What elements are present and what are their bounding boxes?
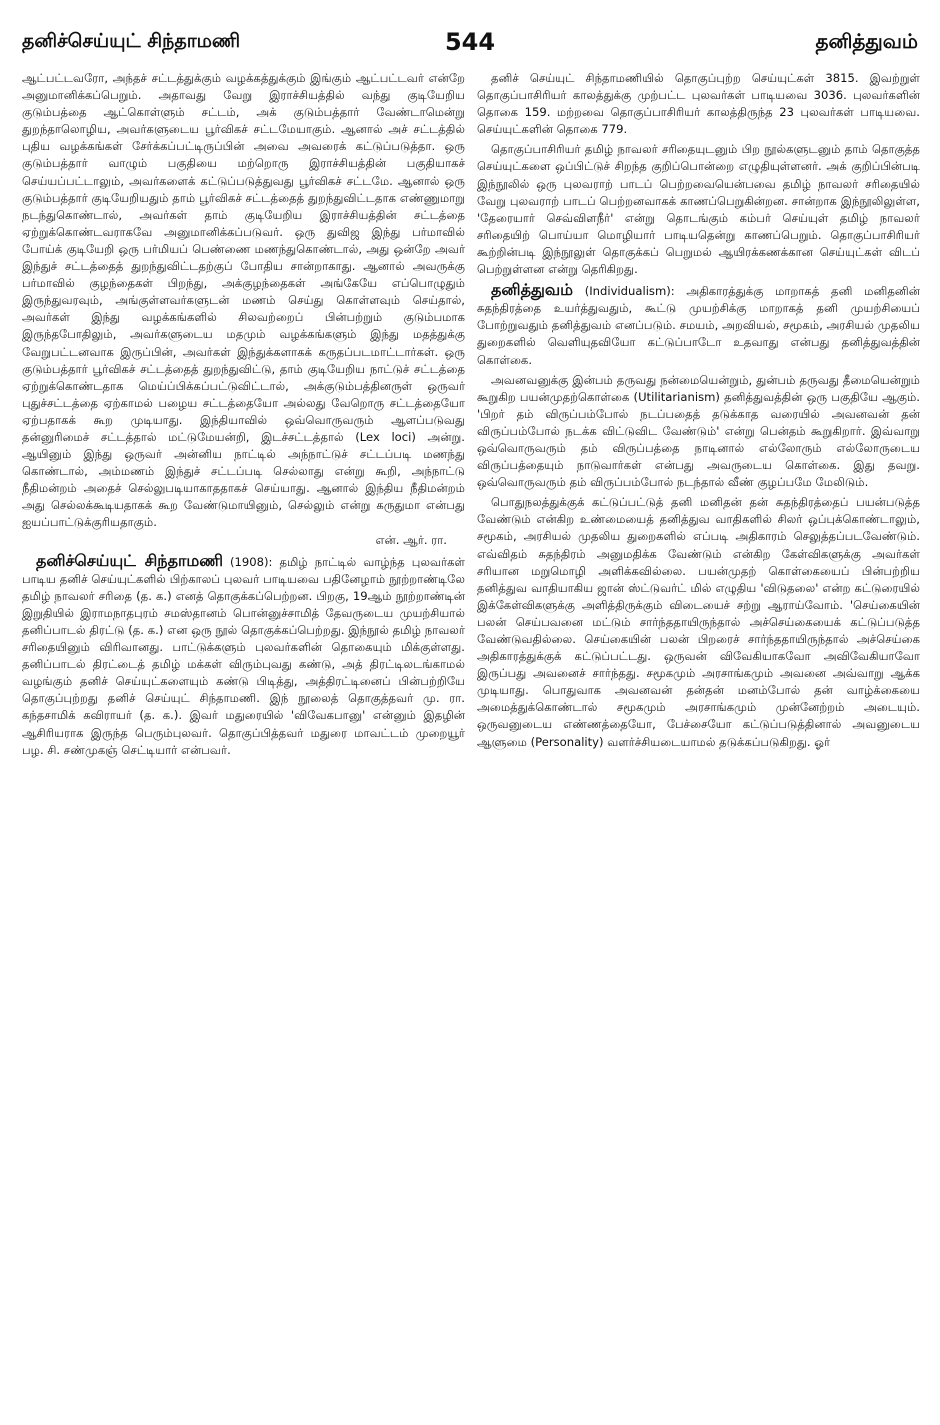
running-head-right: தனித்துவம் [815,28,918,53]
author-signature: என். ஆர். ரா. [375,532,447,547]
paragraph-utilitarianism: அவனவனுக்கு இன்பம் தருவது நன்மையென்றும், துன்பம் தருவது தீமையென்றும் கூறுகிற பயன்முதற்கொள்கை (Utilitarianism) தனித்துவத்தின் ஒரு பகுதியே ஆகும். 'பிறர் தம் விருப்பம்போல் நடப்பதைத் தடுக்காத வரையில் அவனவன் தன் விருப்பம்போல் நடக்க விட்டுவிட வேண்டும்' என்று பென்தம் கூறுகிறார். இவ்வாறு ஒவ்வொருவரும் தம் விருப்பத்தை நாடினால் எல்லோரும் எல்லோருடைய விருப்பத்தையும் நாடுவார்கள் என்பது அவருடைய கொள்கை. இது தவறு. ஒவ்வொருவரும் தம் விருப்பம்போல் நடந்தால் வீண் குழப்பமே மேலிடும். [477,372,920,490]
entry-body: தமிழ் நாட்டில் வாழ்ந்த புலவர்கள் பாடிய தனிச் செய்யுட்களில் பிற்காலப் புலவர் பாடியவை பதினேழாம் நூற்றாண்டிலே தமிழ் நாவலர் சரிதை (த. க.) எனத் தொகுக்கப்பெற்றன. பிறகு, 19ஆம் நூற்றாண்டின் இறுதியில் இராமநாதபுரம் சமஸ்தானம் பொன்னுச்சாமித் தேவருடைய முயற்சியால் தனிப்பாடல் திரட்டு (த. க.) என ஒரு நூல் தொகுக்கப்பெற்றது. இந்நூல் தமிழ் நாவலர் சரிதையினும் விரிவானது. பாட்டுக்களும் புலவர்களின் தொகையும் மிக்குள்ளது. தனிப்பாடல் திரட்டைத் தமிழ் மக்கள் விரும்புவது கண்டு, அத் திரட்டிலடங்காமல் வழங்கும் தனிச் செய்யுட்களையும் கண்டு பிடித்து, அத்திரட்டினைப் பின்பற்றியே தொகுப்புற்றது தனிச் செய்யுட் சிந்தாமணி. இந் நூலைத் தொகுத்தவர் மு. ரா. கந்தசாமிக் கவிராயர் (த. க.). இவர் மதுரையில் 'விவேகபானு' என்னும் இதழின் ஆசிரியராக இருந்த பெரும்புலவர். தொகுப்பித்தவர் மதுரை மாவட்டம் முறையூர் பழ. சி. சண்முகஞ் செட்டியார் என்பவர். [22,554,465,757]
page-header [22,22,918,62]
continued-paragraph [22,70,465,549]
left-column [22,70,465,1410]
paragraph-mill: பொதுநலத்துக்குக் கட்டுப்பட்டுத் தனி மனிதன் தன் சுதந்திரத்தைப் பயன்படுத்த வேண்டும் என்கிற உண்மையைத் தனித்துவ வாதிகளில் சிலர் ஒப்புக்கொண்டாலும், சமூகம், அரசியல் முதலிய துறைகளில் எப்படி அதிகாரம் செலுத்தப்படவேண்டும். எவ்விதம் சுதந்திரம் அனுமதிக்க வேண்டும் என்கிற கேள்விகளுக்கு அவர்கள் சரியான மறுமொழி அளிக்கவில்லை. பயன்முதற் கொள்கையைப் பின்பற்றிய தனித்துவ வாதியாகிய ஜான் ஸ்ட்டுவர்ட் மில் எழுதிய 'விடுதலை' என்ற கட்டுரையில் இக்கேள்விகளுக்கு அளித்திருக்கும் விடையைச் சற்று ஆராய்வோம். 'செய்கையின் பலன் செய்பவனை மட்டும் சார்ந்ததாயிருந்தால் அச்செய்கையைக் கட்டுப்படுத்த வேண்டுவதில்லை. செய்கையின் பலன் பிறரைச் சார்ந்ததாயிருந்தால் அச்செய்கை அதிகாரத்துக்குக் கட்டுப்பட்டது. ஒருவன் விவேகியாகவோ அவிவேகியாவோ இருப்பது அவனைச் சார்ந்தது. சமூகமும் அரசாங்கமும் அவனை அவ்வாறு ஆக்க முடியாது. பொதுவாக அவனவன் தன்தன் மனம்போல் தன் வாழ்க்கையை அமைத்துக்கொண்டால் சமூகமும் அரசாங்கமும் முன்னேற்றம் அடையும். ஒருவனுடைய எண்ணத்தையோ, பேச்சையோ கட்டுப்படுத்தினால் அவனுடைய ஆளுமை (Personality) வளர்ச்சியடையாமல் தடுக்கப்படுகிறது. ஓர் [477,495,920,749]
paragraph-counts: தனிச் செய்யுட் சிந்தாமணியில் தொகுப்புற்ற செய்யுட்கள் 3815. இவற்றுள் தொகுப்பாசிரியர் காலத்துக்கு முற்பட்ட புலவர்கள் பாடியவை 3036. புலவர்களின் தொகை 159. மற்றவை தொகுப்பாசிரியர் காலத்திருந்த 23 புலவர்கள் பாடியவை. செய்யுட்களின் தொகை 779. [477,71,920,137]
right-column [477,70,920,1410]
entry-thanichcheyyut [22,552,465,759]
paragraph-notes: தொகுப்பாசிரியர் தமிழ் நாவலர் சரிதையுடனும் பிற நூல்களுடனும் தாம் தொகுத்த செய்யுட்களை ஒப்பிட்டுச் சிறந்த குறிப்பொன்றை எழுதியுள்ளனர். அக் குறிப்பின்படி இந்நூலில் ஒரு புலவராற் பாடப் பெற்றவையென்பவை தமிழ் நாவலர் சரிதையில் வேறு புலவராற் பாடப் பெற்றனவாகக் காணப்பெறுகின்றன. சான்றாக இந்நூலிலுள்ள, 'தேரையார் செவ்விளநீர்' என்று தொடங்கும் கம்பர் செய்யுள் தமிழ் நாவலர் சரிதையிற் பொய்யா மொழியார் பாடியதென்று காணப்பெறும். தொகுப்பாசிரியர் கூற்றின்படி இந்நூலுள் தொகுக்கப் பெறுமல் ஆயிரக்கணக்கான செய்யுட்கள் விடப் பெற்றுள்ளன என்று தெரிகிறது. [477,142,920,277]
entry-thanithuvam [477,281,920,368]
text-columns [22,70,920,1410]
entry-headword: தனித்துவம் [491,280,574,300]
entry-definition: அதிகாரத்துக்கு மாறாகத் தனி மனிதனின் சுதந்திரத்தை உயர்த்துவதும், கூட்டு முயற்சிக்கு மாறாகத் தனி முயற்சியைப் போற்றுவதும் தனித்துவம் எனப்படும். சமயம், அறவியல், சமூகம், அரசியல் முதலிய துறைகளில் வெளியுதவியோ கட்டுப்பாடோ உதவாது என்பது தனித்துவத்தின் கொள்கை. [477,284,920,367]
entry-year: (1908): [230,554,273,569]
page-number: 544 [444,28,496,56]
entry-headword: தனிச்செய்யுட் சிந்தாமணி [36,550,224,570]
paragraph-text: ஆட்பட்டவரோ, அந்தச் சட்டத்துக்கும் வழக்கத்துக்கும் இங்கும் ஆட்பட்டவர் என்றே அனுமானிக்கப்பெறும். அதாவது வேறு இராச்சியத்தில் வந்து குடியேறிய குடும்பத்தை ஆட்கொள்ளும் சட்டம், அக் குடும்பத்தார் வேண்டாமென்று துறந்தாலொழிய, அவர்களுடைய பூர்விகச் சட்டமேயாகும். ஆனால் அச் சட்டத்தில் புதிய வழக்கங்கள் சேர்க்கப்பட்டிருப்பின் அவை அவரைக் கட்டுப்படுத்தா. ஒரு குடும்பத்தார் வாழும் பகுதியை மற்றொரு இராச்சியத்தின் பகுதியாகச் செய்யப்பட்டாலும், அவர்களைக் கட்டுப்படுத்துவது பூர்விகச் சட்டமே. ஆனால் ஒரு குடும்பத்தார் குடியேறியதும் தாம் பூர்விகச் சட்டத்தைத் துறந்துவிட்டதாக எண்ணுமாறு நடந்துகொண்டால், அவர்கள் தாம் குடியேறிய இராச்சியத்தின் சட்டத்தை ஏற்றுக்கொண்டவராகவே அனுமானிக்கப்படுவர். ஒரு துவிஜ இந்து பர்மாவில் போய்க் குடியேறி ஒரு பர்மியப் பெண்ணை மணந்துகொண்டால், அது ஒன்றே அவர் இந்துச் சட்டத்தைத் துறந்துவிட்டதற்குப் போதிய சான்றாகாது. ஆனால் அவருக்கு பர்மாவில் குழந்தைகள் பிறந்து, அக்குழந்தைகள் அங்கேயே எப்பொழுதும் இருந்துவரவும், அங்குள்ளவர்களுடன் மணம் செய்து கொள்ளவும் செய்தால், அவர்கள் இந்து வழக்கங்களில் சிலவற்றைப் பின்பற்றும் குடும்பமாக இருந்தபோதிலும், அவர்களுடைய மதமும் வழக்கங்களும் இந்து மதத்துக்கு வேறுபட்டனவாக இருப்பின், அவர்கள் இந்துக்களாகக் கருதப்படமாட்டார்கள். ஒரு குடும்பத்தார் பூர்விகச் சட்டத்தைத் துறந்துவிட்டு, தாம் குடியேறிய நாட்டுச் சட்டத்தை ஏற்றுக்கொண்டதாக மெய்ப்பிக்கப்பட்டுவிட்டால், அக்குடும்பத்தினருள் ஒருவர் புதுச்சட்டத்தை ஏற்காமல் பழைய சட்டத்தையோ அல்லது வேறொரு சட்டத்தையோ ஏற்பதாகக் கூற முடியாது. இந்தியாவில் ஒவ்வொருவரும் ஆளப்படுவது தன்னுரிமைச் சட்டத்தால் மட்டுமேயன்றி, இடச்சட்டத்தால் (Lex loci) அன்று. ஆயினும் இந்து ஒருவர் அன்னிய நாட்டில் அந்நாட்டுச் சட்டப்படி மணந்து கொண்டால், அம்மணம் இந்துச் சட்டப்படி செல்லாது என்று கூறி, அந்நாட்டு நீதிமன்றம் அதைச் செல்லுபடியாகாததாகச் செய்யாது. ஆனால் இந்திய நீதிமன்றம் அது செல்லக்கூடியதாகக் கூற வேண்டுமாயினும், செல்லும் என்று கருதுமா என்பது ஐயப்பாட்டுக்குரியதாகும். [22,71,465,530]
entry-term: (Individualism): [584,284,675,299]
running-head-left: தனிச்செய்யுட் சிந்தாமணி [22,29,241,52]
